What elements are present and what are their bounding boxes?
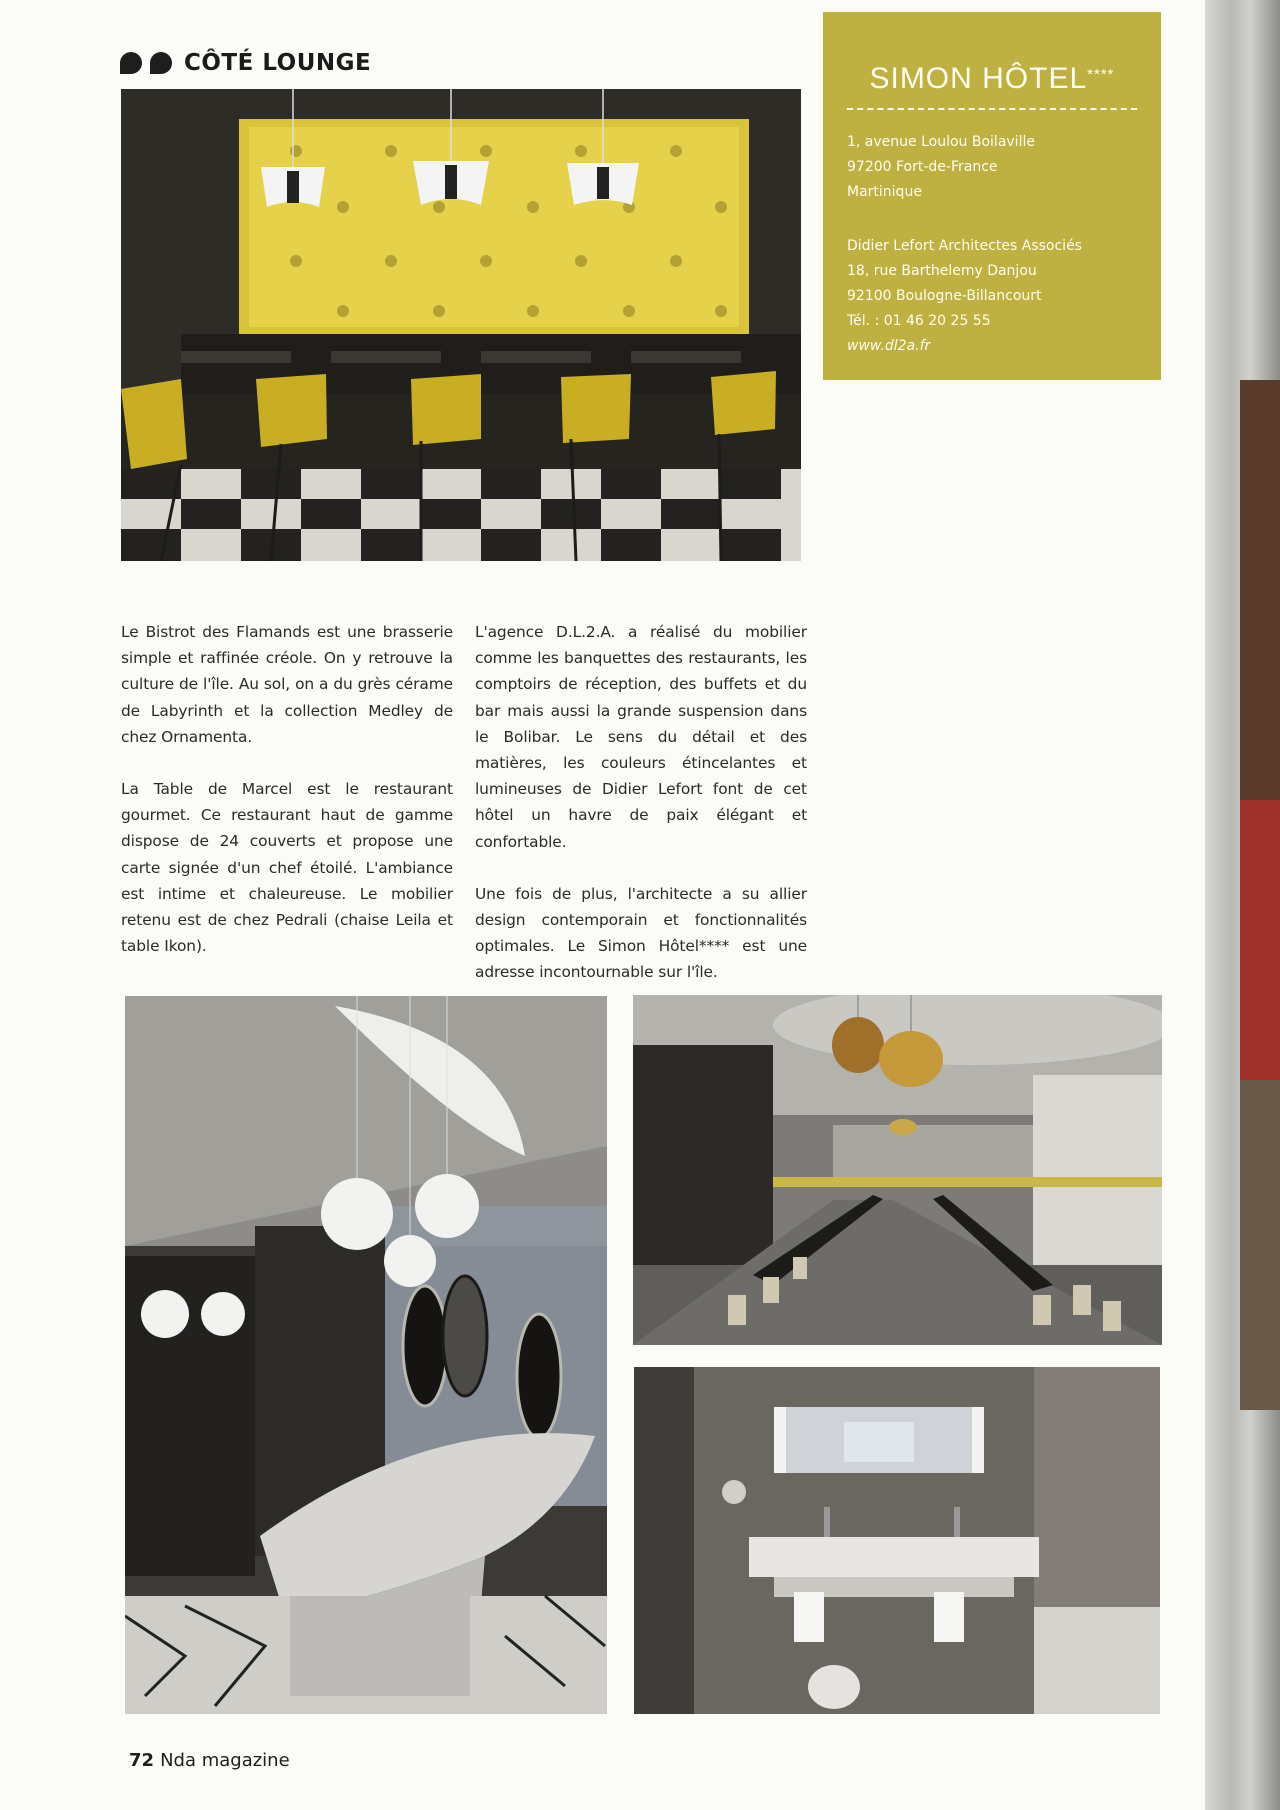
page-number: 72 <box>129 1750 155 1771</box>
facing-page-edge <box>1240 380 1280 800</box>
architect-contact: Didier Lefort Architectes Associés 18, rue Barthelemy Danjou 92100 Boulogne-Billancourt Tél. : 01 46 20 25 55 www.dl2a.fr <box>847 234 1082 359</box>
bullet-icon <box>150 52 172 74</box>
photo-bathroom <box>634 1367 1160 1714</box>
magazine-name: Nda magazine <box>160 1750 290 1771</box>
hotel-info-box <box>823 12 1161 380</box>
hotel-address: 1, avenue Loulou Boilaville 97200 Fort-de-France Martinique <box>847 134 1035 200</box>
facing-page-edge <box>1240 800 1280 1080</box>
page-footer <box>129 1750 290 1771</box>
photo-washroom-pendants <box>125 996 607 1714</box>
hotel-stars: **** <box>1087 66 1115 83</box>
dashed-divider <box>847 108 1137 110</box>
paragraph: Le Bistrot des Flamands est une brasserie simple et raffinée créole. On y retrouve la culture de l'île. Au sol, on a du grès cérame de Labyrinth et la collection Medley de chez Ornamenta. <box>121 623 453 746</box>
facing-page-edge <box>1240 1080 1280 1410</box>
photo-restaurant-yellow-wall <box>121 89 801 561</box>
paragraph: L'agence D.L.2.A. a réalisé du mobilier comme les banquettes des restaurants, les comptoirs de réception, des buffets et du bar mais aussi la grande suspension dans le Bolibar. Le sens du détail et des matières, les couleurs étincelantes et lumineuses de Didier Lefort font de cet hôtel un havre de paix élégant et confortable. <box>475 623 807 851</box>
paragraph: Une fois de plus, l'architecte a su allier design contemporain et fonctionnalités optimales. Le Simon Hôtel**** est une adresse incontournable sur l'île. <box>475 884 807 982</box>
architect-website: www.dl2a.fr <box>847 338 931 354</box>
section-title: CÔTÉ LOUNGE <box>184 50 372 76</box>
text-column-left <box>121 619 453 985</box>
photo-conference-room <box>633 995 1162 1345</box>
hotel-name: SIMON HÔTEL**** <box>869 62 1115 95</box>
bullet-icon <box>120 52 142 74</box>
section-header <box>120 48 371 78</box>
text-column-right <box>475 619 807 1012</box>
paragraph: La Table de Marcel est le restaurant gourmet. Ce restaurant haut de gamme dispose de 24 couverts et propose une carte signée d'un chef étoilé. L'ambiance est intime et chaleureuse. Le mobilier retenu est de chez Pedrali (chaise Leila et table Ikon). <box>121 780 453 956</box>
